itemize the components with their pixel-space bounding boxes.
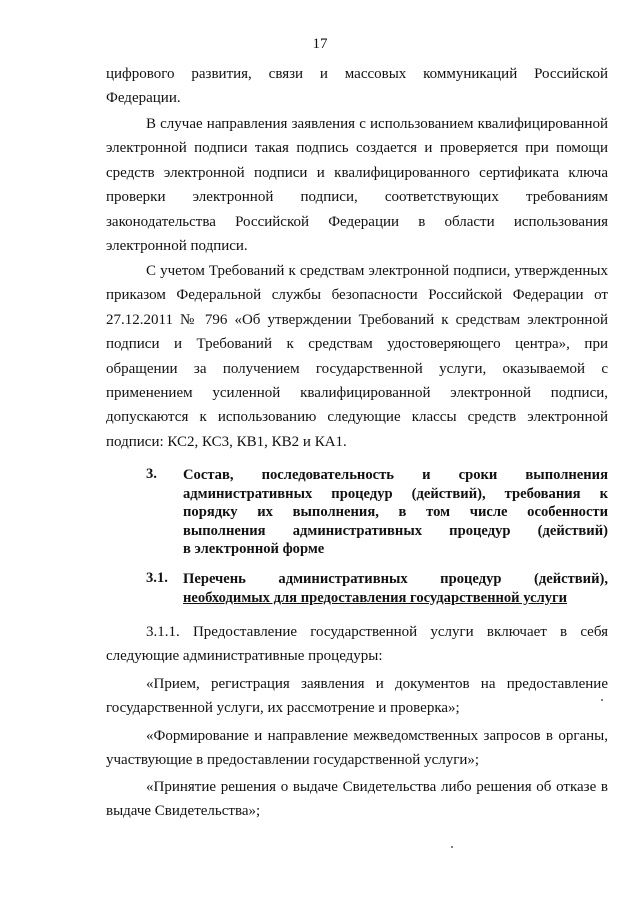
heading-line: административных процедур (действий), требования к bbox=[183, 485, 608, 502]
procedure-item bbox=[106, 724, 608, 773]
section-3-1-heading bbox=[106, 570, 608, 610]
text-line: участвующие в предоставлении государственной услуги»; bbox=[106, 752, 480, 769]
scan-speck bbox=[451, 846, 453, 848]
text-line: применением усиленной квалифицированной электронной подписи, bbox=[106, 384, 608, 401]
text-line: допускаются к использованию следующие классы средств электронной bbox=[106, 409, 608, 426]
text-line: следующие административные процедуры: bbox=[106, 648, 383, 665]
text-line: электронной подписи. bbox=[106, 237, 248, 254]
text-line: «Формирование и направление межведомственных запросов в органы, bbox=[146, 728, 608, 744]
text-line: средств электронной подписи и квалифицированного сертификата ключа bbox=[106, 164, 608, 181]
text-line: «Принятие решения о выдаче Свидетельства либо решения об отказе в bbox=[146, 779, 608, 795]
text-line: С учетом Требований к средствам электронной подписи, утвержденных bbox=[146, 263, 608, 279]
text-line: Федерации. bbox=[106, 90, 181, 107]
text-line: «Прием, регистрация заявления и документов на предоставление bbox=[146, 676, 608, 692]
text-line: электронной подписи такая подпись создается и проверяется при помощи bbox=[106, 140, 608, 157]
section-title bbox=[183, 570, 608, 607]
paragraph-signature-requirements bbox=[106, 259, 608, 454]
text-line: подписи: КС2, КС3, КВ1, КВ2 и КА1. bbox=[106, 433, 347, 450]
heading-line: Перечень административных процедур (действий), bbox=[183, 571, 608, 587]
section-number: 3.1. bbox=[146, 570, 168, 586]
text-line: приказом Федеральной службы безопасности Российской Федерации от bbox=[106, 287, 608, 304]
heading-line: в электронной форме bbox=[183, 541, 325, 558]
paragraph-electronic-signature bbox=[106, 112, 608, 258]
text-line: 27.12.2011 № 796 «Об утверждении Требований к средствам электронной bbox=[106, 311, 608, 328]
section-3-heading bbox=[106, 466, 608, 560]
text-line: В случае направления заявления с использованием квалифицированной bbox=[146, 116, 608, 132]
text-line: проверки электронной подписи, соответствующих требованиям bbox=[106, 189, 608, 206]
text-line: цифрового развития, связи и массовых коммуникаций Российской bbox=[106, 66, 608, 82]
text-line: обращении за получением государственной услуги, оказываемой с bbox=[106, 360, 608, 377]
paragraph-continuation bbox=[106, 62, 608, 111]
paragraph-3-1-1 bbox=[106, 620, 608, 669]
heading-line: Состав, последовательность и сроки выполнения bbox=[183, 467, 608, 483]
procedure-item bbox=[106, 672, 608, 721]
text-line: законодательства Российской Федерации в области использования bbox=[106, 213, 608, 230]
section-number: 3. bbox=[146, 466, 157, 482]
text-line: 3.1.1. Предоставление государственной услуги включает в себя bbox=[146, 624, 608, 640]
heading-line: выполнения административных процедур (действий) bbox=[183, 522, 608, 539]
heading-line: порядку их выполнения, в том числе особенности bbox=[183, 504, 608, 521]
text-line: государственной услуги, их рассмотрение и проверка»; bbox=[106, 700, 460, 717]
text-line: выдаче Свидетельства»; bbox=[106, 803, 261, 820]
section-title bbox=[183, 466, 608, 559]
scan-speck bbox=[601, 699, 603, 701]
procedure-item bbox=[106, 775, 608, 824]
text-line: подписи и Требований к средствам удостоверяющего центра», при bbox=[106, 336, 608, 353]
page-number: 17 bbox=[312, 36, 328, 52]
heading-line: необходимых для предоставления государственной услуги bbox=[183, 589, 568, 606]
